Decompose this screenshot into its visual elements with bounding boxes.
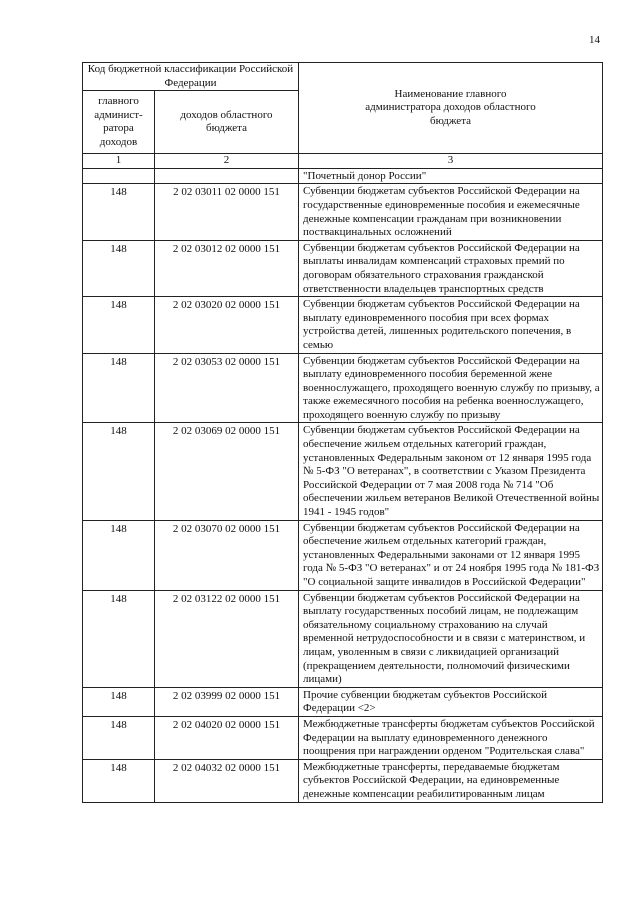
column-number-2: 2 [155,154,299,169]
table-row [83,687,603,716]
income-name-cell: Субвенции бюджетам субъектов Российской Федерации на обеспечение жильем отдельных категорий граждан, установленных Федеральным законом от 12 января 1995 года № 5-ФЗ "О ветеранах", в соответствии с Указом Президента Российской Федерации от 7 мая 2008 года № 714 "Об обеспечении жильем ветеранов Великой Отечественной войны 1941 - 1945 годов" [299,423,603,520]
admin-code-cell: 148 [83,759,155,802]
budget-classification-table [82,62,603,803]
table-row [83,759,603,802]
page-number: 14 [589,34,600,46]
admin-code-cell: 148 [83,240,155,296]
admin-code-cell: 148 [83,353,155,423]
table-row [83,520,603,590]
table-row [83,184,603,240]
income-code-cell: 2 02 03011 02 0000 151 [155,184,299,240]
continuation-row [83,168,603,184]
table-row [83,240,603,296]
income-name-cell: Субвенции бюджетам субъектов Российской Федерации на выплату единовременного пособия беременной жене военнослужащего, проходящего военную службу по призыву, а также ежемесячного пособия на ребенка военнослужащего, проходящего военную службу по призыву [299,353,603,423]
income-name-cell: Субвенции бюджетам субъектов Российской Федерации на государственные единовременные пособия и ежемесячные денежные компенсации гражданам при возникновении поствакцинальных осложнений [299,184,603,240]
header-admin-column [83,91,155,154]
table-row [83,716,603,759]
table-row [83,590,603,687]
income-name-cell: Субвенции бюджетам субъектов Российской Федерации на обеспечение жильем отдельных категорий граждан, установленных Федеральными законами от 12 января 1995 года № 5-ФЗ "О ветеранах" и от 24 ноября 1995 года № 181-ФЗ "О социальной защите инвалидов в Российской Федерации" [299,520,603,590]
header-budget-code-group: Код бюджетной классификации Российской Федерации [83,63,299,91]
income-code-cell: 2 02 03999 02 0000 151 [155,687,299,716]
income-name-cell: Межбюджетные трансферты бюджетам субъектов Российской Федерации на выплату единовременного денежного поощрения при награждении орденом "Родительская слава" [299,716,603,759]
header-name-text: Наименование главного администратора доходов областного бюджета [365,87,536,127]
header-income-text: доходов областного бюджета [180,108,273,135]
income-code-cell: 2 02 03012 02 0000 151 [155,240,299,296]
header-admin-text: главного админист-ратора доходов [94,95,143,148]
header-income-column [155,91,299,154]
table-row [83,353,603,423]
income-name-cell: Прочие субвенции бюджетам субъектов Российской Федерации <2> [299,687,603,716]
income-code-cell: 2 02 03020 02 0000 151 [155,297,299,353]
column-number-1: 1 [83,154,155,169]
income-code-cell: 2 02 03069 02 0000 151 [155,423,299,520]
admin-code-cell: 148 [83,184,155,240]
admin-code-cell: 148 [83,687,155,716]
income-name-cell: Субвенции бюджетам субъектов Российской Федерации на выплату государственных пособий лицам, не подлежащим обязательному социальному страхованию на случай временной нетрудоспособности и в связи с материнством, и лицам, уволенным в связи с ликвидацией организаций (прекращением деятельности, полномочий физическими лицами) [299,590,603,687]
admin-code-cell: 148 [83,590,155,687]
income-code-cell: 2 02 04032 02 0000 151 [155,759,299,802]
continuation-admin-cell [83,168,155,184]
admin-code-cell: 148 [83,520,155,590]
continuation-name-cell: "Почетный донор России" [299,168,603,184]
column-number-row [83,154,603,169]
column-number-3: 3 [299,154,603,169]
income-code-cell: 2 02 04020 02 0000 151 [155,716,299,759]
income-code-cell: 2 02 03070 02 0000 151 [155,520,299,590]
continuation-code-cell [155,168,299,184]
income-name-cell: Межбюджетные трансферты, передаваемые бюджетам субъектов Российской Федерации, на единовременные денежные компенсации реабилитированным лицам [299,759,603,802]
table-header-row [83,63,603,91]
table-row [83,297,603,353]
header-name-column [299,63,603,154]
income-code-cell: 2 02 03053 02 0000 151 [155,353,299,423]
income-name-cell: Субвенции бюджетам субъектов Российской Федерации на выплаты инвалидам компенсаций страховых премий по договорам обязательного страхования гражданской ответственности владельцев транспортных средств [299,240,603,296]
income-name-cell: Субвенции бюджетам субъектов Российской Федерации на выплату единовременного пособия при всех формах устройства детей, лишенных родительского попечения, в семью [299,297,603,353]
table-row [83,423,603,520]
admin-code-cell: 148 [83,423,155,520]
admin-code-cell: 148 [83,297,155,353]
income-code-cell: 2 02 03122 02 0000 151 [155,590,299,687]
admin-code-cell: 148 [83,716,155,759]
